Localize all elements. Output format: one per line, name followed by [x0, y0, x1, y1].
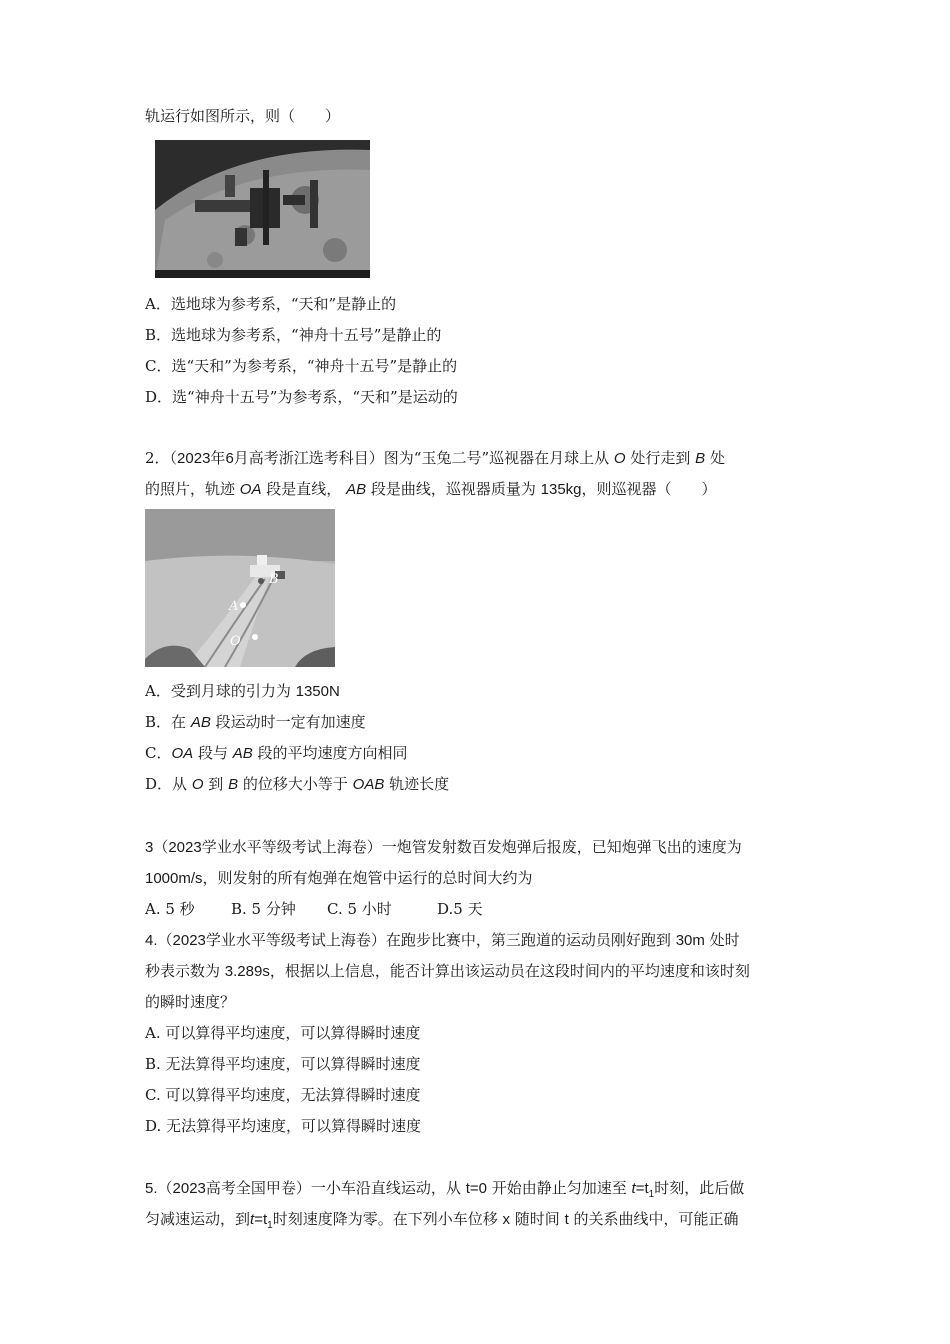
q4-stem-line-1: 4.（2023学业水平等级考试上海卷）在跑步比赛中，第三跑道的运动员刚好跑到 30m 处时 — [145, 931, 740, 949]
q4-option-b: B. 无法算得平均速度，可以算得瞬时速度 — [145, 1055, 421, 1073]
lunar-rover-photo — [145, 509, 335, 667]
q3-stem-line-1: 3（2023学业水平等级考试上海卷）一炮管发射数百发炮弹后报废，已知炮弹飞出的速度为 — [145, 838, 742, 856]
q4-stem-line-3: 的瞬时速度？ — [145, 993, 236, 1011]
q2-stem-line-2: 的照片，轨迹 OA 段是直线， AB 段是曲线，巡视器质量为 135kg，则巡视器（ ） — [145, 480, 717, 498]
q3-option-c: C. 5 小时 — [327, 900, 392, 918]
q1-option-b: B．选地球为参考系，“神舟十五号”是静止的 — [145, 326, 442, 344]
photo-label-o: O — [230, 634, 241, 649]
q3-option-d: D.5 天 — [437, 900, 483, 918]
q1-stem-tail: 轨运行如图所示，则（ ） — [145, 107, 341, 125]
q3-option-a: A. 5 秒 — [145, 900, 195, 918]
q4-option-c: C. 可以算得平均速度，无法算得瞬时速度 — [145, 1086, 421, 1104]
q2-option-a: A．受到月球的引力为 1350N — [145, 682, 340, 700]
q1-option-a: A．选地球为参考系，“天和”是静止的 — [145, 295, 397, 313]
q3-option-b: B. 5 分钟 — [231, 900, 296, 918]
q4-option-a: A. 可以算得平均速度，可以算得瞬时速度 — [145, 1024, 421, 1042]
q3-options — [145, 899, 483, 919]
q2-option-b: B．在 AB 段运动时一定有加速度 — [145, 713, 366, 731]
q2-option-d: D．从 O 到 B 的位移大小等于 OAB 轨迹长度 — [145, 775, 450, 793]
q4-option-d: D. 无法算得平均速度，可以算得瞬时速度 — [145, 1117, 422, 1135]
q1-option-d: D．选“神舟十五号”为参考系，“天和”是运动的 — [145, 388, 458, 406]
q5-stem-line-1: 5.（2023高考全国甲卷）一小车沿直线运动，从 t=0 开始由静止匀加速至 $t=t_1$时刻，此后做 — [145, 1179, 745, 1200]
photo-label-a: A — [229, 599, 239, 614]
q1-option-c: C．选“天和”为参考系，“神舟十五号”是静止的 — [145, 357, 458, 375]
q2-option-c: C．OA 段与 AB 段的平均速度方向相同 — [145, 744, 408, 762]
q2-stem-line-1: 2．（2023年6月高考浙江选考科目）图为“玉兔二号”巡视器在月球上从 O 处行走到 B 处 — [145, 449, 725, 467]
q3-stem-line-2: 1000m/s，则发射的所有炮弹在炮管中运行的总时间大约为 — [145, 869, 533, 887]
space-station-photo — [155, 140, 370, 278]
q4-stem-line-2: 秒表示数为 3.289s，根据以上信息，能否计算出该运动员在这段时间内的平均速度和该时刻 — [145, 962, 750, 980]
photo-label-b: B — [269, 572, 279, 587]
q5-stem-line-2: 匀减速运动，到$t=t_1$时刻速度降为零。在下列小车位移 x 随时间 t 的关系曲线中，可能正确 — [145, 1210, 739, 1231]
